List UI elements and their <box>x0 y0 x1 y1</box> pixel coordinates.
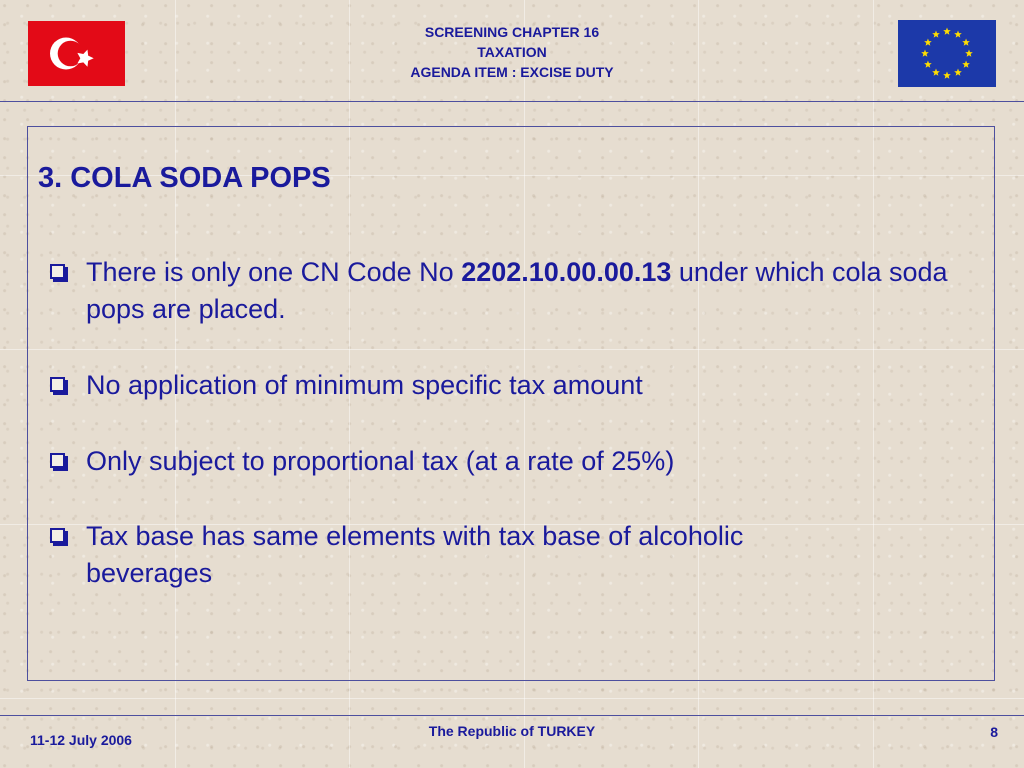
checkbox-bullet-icon <box>50 528 65 543</box>
eu-star-icon <box>943 28 951 35</box>
header-title-line: AGENDA ITEM : EXCISE DUTY <box>410 64 614 80</box>
bullet-item <box>50 254 950 328</box>
eu-star-icon <box>962 39 970 46</box>
footer-divider <box>0 715 1024 716</box>
checkbox-bullet-icon <box>50 264 65 279</box>
background-grid-line <box>0 698 1024 699</box>
eu-star-icon <box>965 50 973 57</box>
bullet-item <box>50 518 950 592</box>
slide-heading: 3. COLA SODA POPS <box>38 162 331 194</box>
eu-flag-icon <box>898 20 996 87</box>
footer-country: The Republic of TURKEY <box>428 723 596 739</box>
bullet-text <box>86 254 950 328</box>
header-title-line: SCREENING CHAPTER 16 <box>424 24 600 40</box>
header-title-line: TAXATION <box>477 44 547 60</box>
bullet-text-part: under which cola soda pops are placed. <box>86 257 948 324</box>
cn-code: 2202.10.00.00.13 <box>461 257 672 287</box>
eu-star-icon <box>932 30 940 37</box>
eu-star-icon <box>962 61 970 68</box>
bullet-text: Only subject to proportional tax (at a rate of 25%) <box>86 446 675 476</box>
eu-star-icon <box>943 72 951 79</box>
bullet-text: No application of minimum specific tax amount <box>86 370 643 400</box>
turkey-flag-icon <box>28 21 125 86</box>
bullet-text: Tax base has same elements with tax base of alcoholic beverages <box>86 521 744 588</box>
page-number: 8 <box>990 724 998 740</box>
eu-star-icon <box>954 30 962 37</box>
eu-star-icon <box>921 50 929 57</box>
eu-star-icon <box>924 61 932 68</box>
checkbox-bullet-icon <box>50 377 65 392</box>
bullet-item <box>50 367 950 404</box>
eu-star-icon <box>924 39 932 46</box>
checkbox-bullet-icon <box>50 453 65 468</box>
header-divider <box>0 101 1024 102</box>
footer-date: 11-12 July 2006 <box>30 732 132 748</box>
eu-star-icon <box>954 69 962 76</box>
bullet-text-part: There is only one CN Code No <box>86 257 462 287</box>
bullet-item <box>50 443 950 480</box>
eu-star-icon <box>932 69 940 76</box>
slide-header-title <box>350 22 674 82</box>
